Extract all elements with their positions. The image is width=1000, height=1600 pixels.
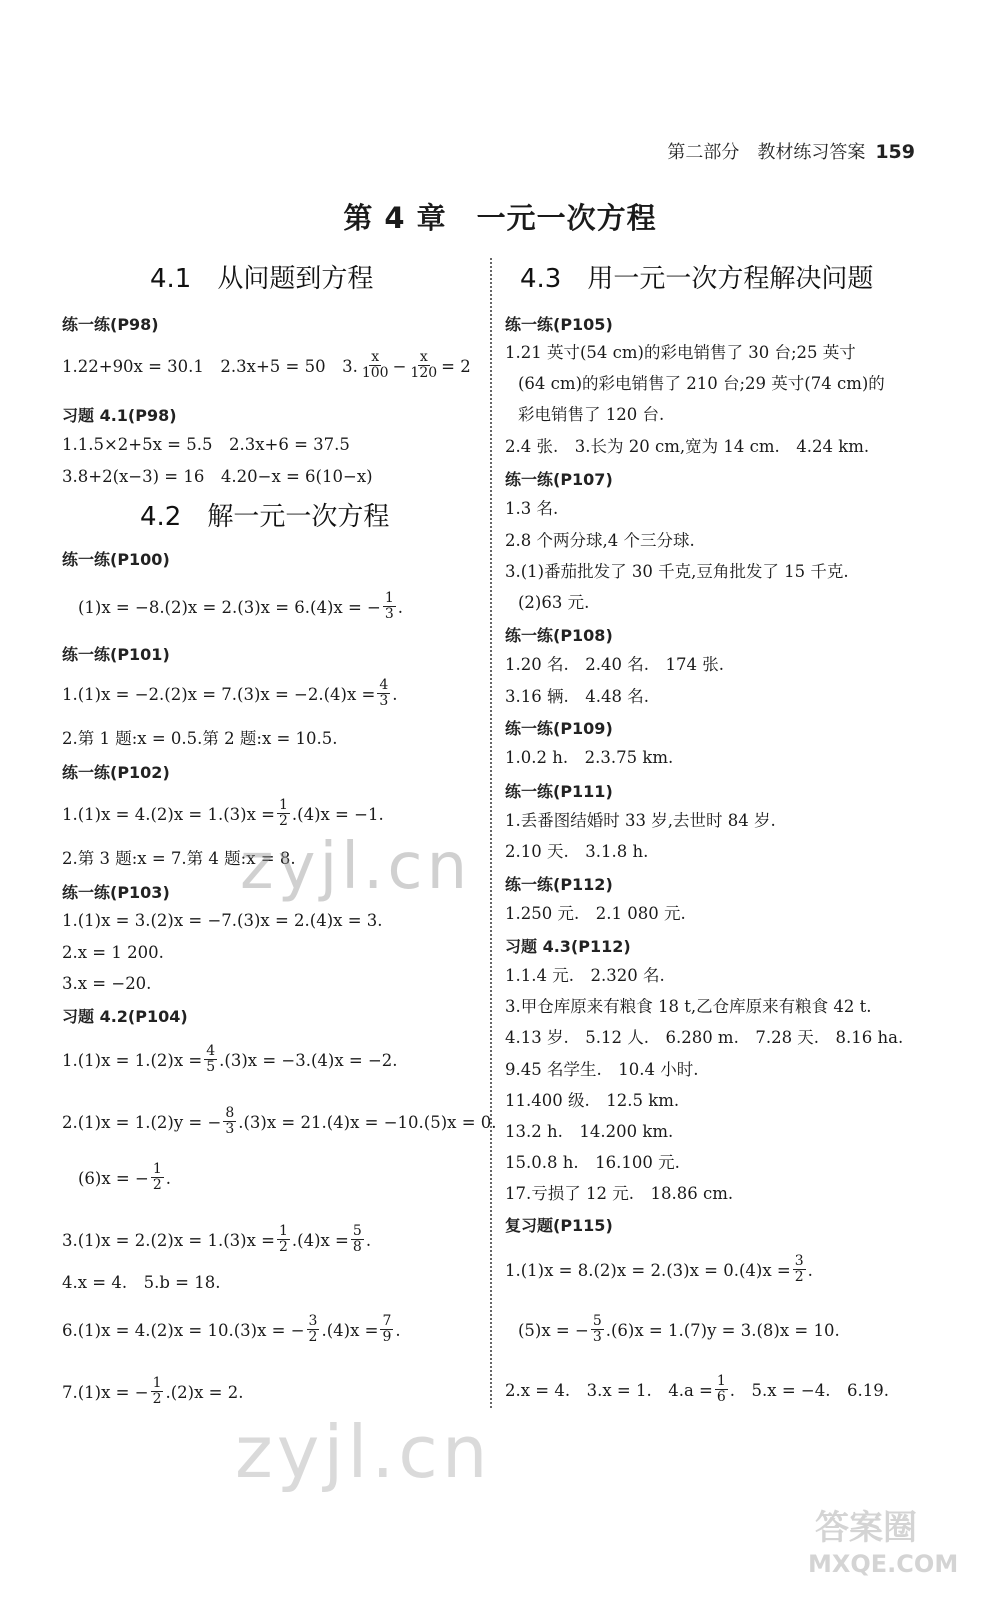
denominator: 9 (382, 1329, 392, 1345)
answer-line: 9.45 名学生. 10.4 小时. (505, 1060, 699, 1079)
answer-line (62, 1313, 401, 1347)
answer-text: 1.(1)x = −2.(2)x = 7.(3)x = −2.(4)x = (62, 685, 376, 704)
answer-line (62, 349, 471, 383)
numerator: x (419, 349, 428, 365)
answer-line: 1.250 元. 2.1 080 元. (505, 904, 686, 923)
numerator: 5 (352, 1223, 362, 1239)
answer-text: .(4)x = −1. (291, 805, 384, 824)
answer-text: .(4)x = (291, 1231, 349, 1250)
numerator: 4 (379, 677, 389, 693)
chapter-title: 第 4 章 一元一次方程 (343, 201, 657, 235)
subsection-p107: 练一练(P107) (505, 470, 613, 489)
section-4-2-title: 4.2 解一元一次方程 (140, 502, 390, 532)
watermark-bottom: zyjl.cn (235, 1410, 492, 1494)
answer-text: .(6)x = 1.(7)y = 3.(8)x = 10. (605, 1321, 840, 1340)
answer-text: .(3)x = −3.(4)x = −2. (219, 1051, 398, 1070)
answer-text: . 5.x = −4. 6.19. (729, 1381, 889, 1400)
answer-line: 15.0.8 h. 16.100 元. (505, 1153, 680, 1172)
fraction (223, 1106, 236, 1137)
answer-text: 7.(1)x = − (62, 1383, 149, 1402)
answer-text: .(3)x = 21.(4)x = −10.(5)x = 0. (238, 1113, 497, 1132)
answer-text: . (807, 1261, 813, 1280)
running-header (667, 138, 915, 164)
section-4-1-title: 4.1 从问题到方程 (150, 264, 374, 294)
answer-text: 1.22+90x = 30.1 2.3x+5 = 50 3. (62, 357, 358, 376)
answer-line: 1.(1)x = 3.(2)x = −7.(3)x = 2.(4)x = 3. (62, 911, 383, 930)
watermark-corner-bottom: MXQE.COM (808, 1550, 959, 1578)
subsection-p101: 练一练(P101) (62, 645, 170, 664)
answer-line: 1.3 名. (505, 499, 559, 518)
header-text: 第二部分 教材练习答案 (667, 142, 866, 163)
denominator: 3 (379, 693, 389, 709)
answer-text: . (397, 598, 404, 617)
denominator: 3 (384, 606, 394, 622)
denominator: 3 (225, 1121, 235, 1137)
watermark-mid: zyjl.cn (240, 830, 472, 904)
answer-text: (5)x = − (518, 1321, 589, 1340)
answer-text: .(4)x = (321, 1321, 379, 1340)
denominator: 8 (352, 1239, 362, 1255)
answer-line: 1.20 名. 2.40 名. 174 张. (505, 655, 724, 674)
subsection-p102: 练一练(P102) (62, 763, 170, 782)
answer-line: 2.第 1 题:x = 0.5.第 2 题:x = 10.5. (62, 729, 338, 748)
answer-line: 3.(1)番茄批发了 30 千克,豆角批发了 15 千克. (505, 562, 849, 581)
answer-line (518, 1313, 840, 1347)
answer-text: 2.(1)x = 1.(2)y = − (62, 1113, 222, 1132)
fraction (151, 1376, 164, 1407)
fraction (715, 1374, 728, 1405)
answer-text: 1.(1)x = 1.(2)x = (62, 1051, 203, 1070)
fraction (380, 1314, 393, 1345)
answer-line: 3.x = −20. (62, 974, 152, 993)
numerator: 1 (384, 590, 394, 606)
numerator: 1 (278, 797, 288, 813)
fraction (307, 1314, 320, 1345)
answer-line: 2.4 张. 3.长为 20 cm,宽为 14 cm. 4.24 km. (505, 437, 870, 456)
fraction (151, 1162, 164, 1193)
denominator: 5 (206, 1059, 216, 1075)
column-divider (490, 258, 492, 1408)
answer-text: . (165, 1169, 171, 1188)
denominator: 120 (410, 365, 438, 381)
answer-line: 11.400 级. 12.5 km. (505, 1091, 680, 1110)
answer-text: 3.(1)x = 2.(2)x = 1.(3)x = (62, 1231, 275, 1250)
answer-text: 6.(1)x = 4.(2)x = 10.(3)x = − (62, 1321, 305, 1340)
answer-line: 13.2 h. 14.200 km. (505, 1122, 674, 1141)
answer-line (62, 1375, 244, 1409)
fraction (793, 1254, 806, 1285)
answer-line (505, 1253, 813, 1287)
subsection-p111: 练一练(P111) (505, 782, 613, 801)
fraction (277, 798, 290, 829)
answer-text: . (365, 1231, 372, 1250)
fraction (408, 350, 439, 381)
section-4-3-title: 4.3 用一元一次方程解决问题 (520, 264, 874, 294)
subsection-p98: 练一练(P98) (62, 315, 159, 334)
denominator: 2 (278, 1239, 288, 1255)
answer-line: 2.x = 1 200. (62, 943, 164, 962)
denominator: 3 (592, 1329, 602, 1345)
denominator: 2 (308, 1329, 318, 1345)
subsection-p109: 练一练(P109) (505, 719, 613, 738)
numerator: 3 (308, 1313, 318, 1329)
denominator: 2 (152, 1391, 162, 1407)
subsection-ex41: 习题 4.1(P98) (62, 406, 177, 425)
answer-line (78, 1161, 171, 1195)
answer-line: 3.甲仓库原来有粮食 18 t,乙仓库原来有粮食 42 t. (505, 997, 872, 1016)
subsection-p103: 练一练(P103) (62, 883, 170, 902)
answer-line: 3.8+2(x−3) = 16 4.20−x = 6(10−x) (62, 467, 373, 486)
answer-line (78, 590, 404, 624)
answer-line: 17.亏损了 12 元. 18.86 cm. (505, 1184, 734, 1203)
subsection-review: 复习题(P115) (505, 1216, 613, 1235)
denominator: 100 (361, 365, 389, 381)
fraction (360, 350, 391, 381)
numerator: 1 (716, 1373, 726, 1389)
answer-text: 1.(1)x = 8.(2)x = 2.(3)x = 0.(4)x = (505, 1261, 791, 1280)
numerator: 5 (592, 1313, 602, 1329)
numerator: 1 (152, 1375, 162, 1391)
answer-line: 4.13 岁. 5.12 人. 6.280 m. 7.28 天. 8.16 ha. (505, 1028, 904, 1047)
subsection-ex43: 习题 4.3(P112) (505, 937, 631, 956)
fraction (204, 1044, 217, 1075)
subsection-p100: 练一练(P100) (62, 550, 170, 569)
subsection-ex42: 习题 4.2(P104) (62, 1007, 188, 1026)
numerator: x (371, 349, 380, 365)
denominator: 2 (794, 1269, 804, 1285)
answer-text: = 2 (441, 357, 471, 376)
answer-line: 2.第 3 题:x = 7.第 4 题:x = 8. (62, 849, 296, 868)
answer-line: 3.16 辆. 4.48 名. (505, 687, 649, 706)
subsection-p108: 练一练(P108) (505, 626, 613, 645)
answer-line: 2.10 天. 3.1.8 h. (505, 842, 649, 861)
subsection-p105: 练一练(P105) (505, 315, 613, 334)
numerator: 1 (152, 1161, 162, 1177)
answer-line: 2.8 个两分球,4 个三分球. (505, 531, 695, 550)
answer-text: . (392, 685, 398, 704)
numerator: 7 (382, 1313, 392, 1329)
answer-line: (64 cm)的彩电销售了 210 台;29 英寸(74 cm)的 (518, 374, 885, 393)
answer-text: (6)x = − (78, 1169, 149, 1188)
fraction (591, 1314, 604, 1345)
fraction (377, 678, 390, 709)
answer-line: 1.21 英寸(54 cm)的彩电销售了 30 台;25 英寸 (505, 343, 856, 362)
numerator: 8 (225, 1105, 235, 1121)
numerator: 4 (206, 1043, 216, 1059)
denominator: 2 (152, 1177, 162, 1193)
answer-text: 2.x = 4. 3.x = 1. 4.a = (505, 1381, 713, 1400)
answer-text: .(2)x = 2. (165, 1383, 244, 1402)
page-number: 159 (875, 141, 915, 163)
answer-line (62, 797, 384, 831)
numerator: 3 (794, 1253, 804, 1269)
subsection-p112: 练一练(P112) (505, 875, 613, 894)
answer-line (62, 677, 398, 711)
answer-text: . (395, 1321, 401, 1340)
answer-text: (1)x = −8.(2)x = 2.(3)x = 6.(4)x = − (78, 598, 381, 617)
answer-line (505, 1373, 889, 1407)
answer-line (62, 1223, 372, 1257)
answer-line: (2)63 元. (518, 593, 590, 612)
answer-line: 4.x = 4. 5.b = 18. (62, 1273, 221, 1292)
watermark-corner-top: 答案圈 (815, 1508, 917, 1548)
answer-text: 1.(1)x = 4.(2)x = 1.(3)x = (62, 805, 275, 824)
answer-line: 1.丢番图结婚时 33 岁,去世时 84 岁. (505, 811, 776, 830)
answer-line: 彩电销售了 120 台. (518, 405, 665, 424)
answer-line (62, 1105, 497, 1139)
denominator: 6 (716, 1389, 726, 1405)
fraction (383, 591, 396, 622)
fraction (351, 1224, 364, 1255)
answer-line (62, 1043, 398, 1077)
minus-sign: − (392, 357, 407, 376)
answer-line: 1.1.4 元. 2.320 名. (505, 966, 665, 985)
answer-line: 1.1.5×2+5x = 5.5 2.3x+6 = 37.5 (62, 435, 350, 454)
numerator: 1 (278, 1223, 288, 1239)
fraction (277, 1224, 290, 1255)
answer-line: 1.0.2 h. 2.3.75 km. (505, 748, 674, 767)
denominator: 2 (278, 813, 288, 829)
